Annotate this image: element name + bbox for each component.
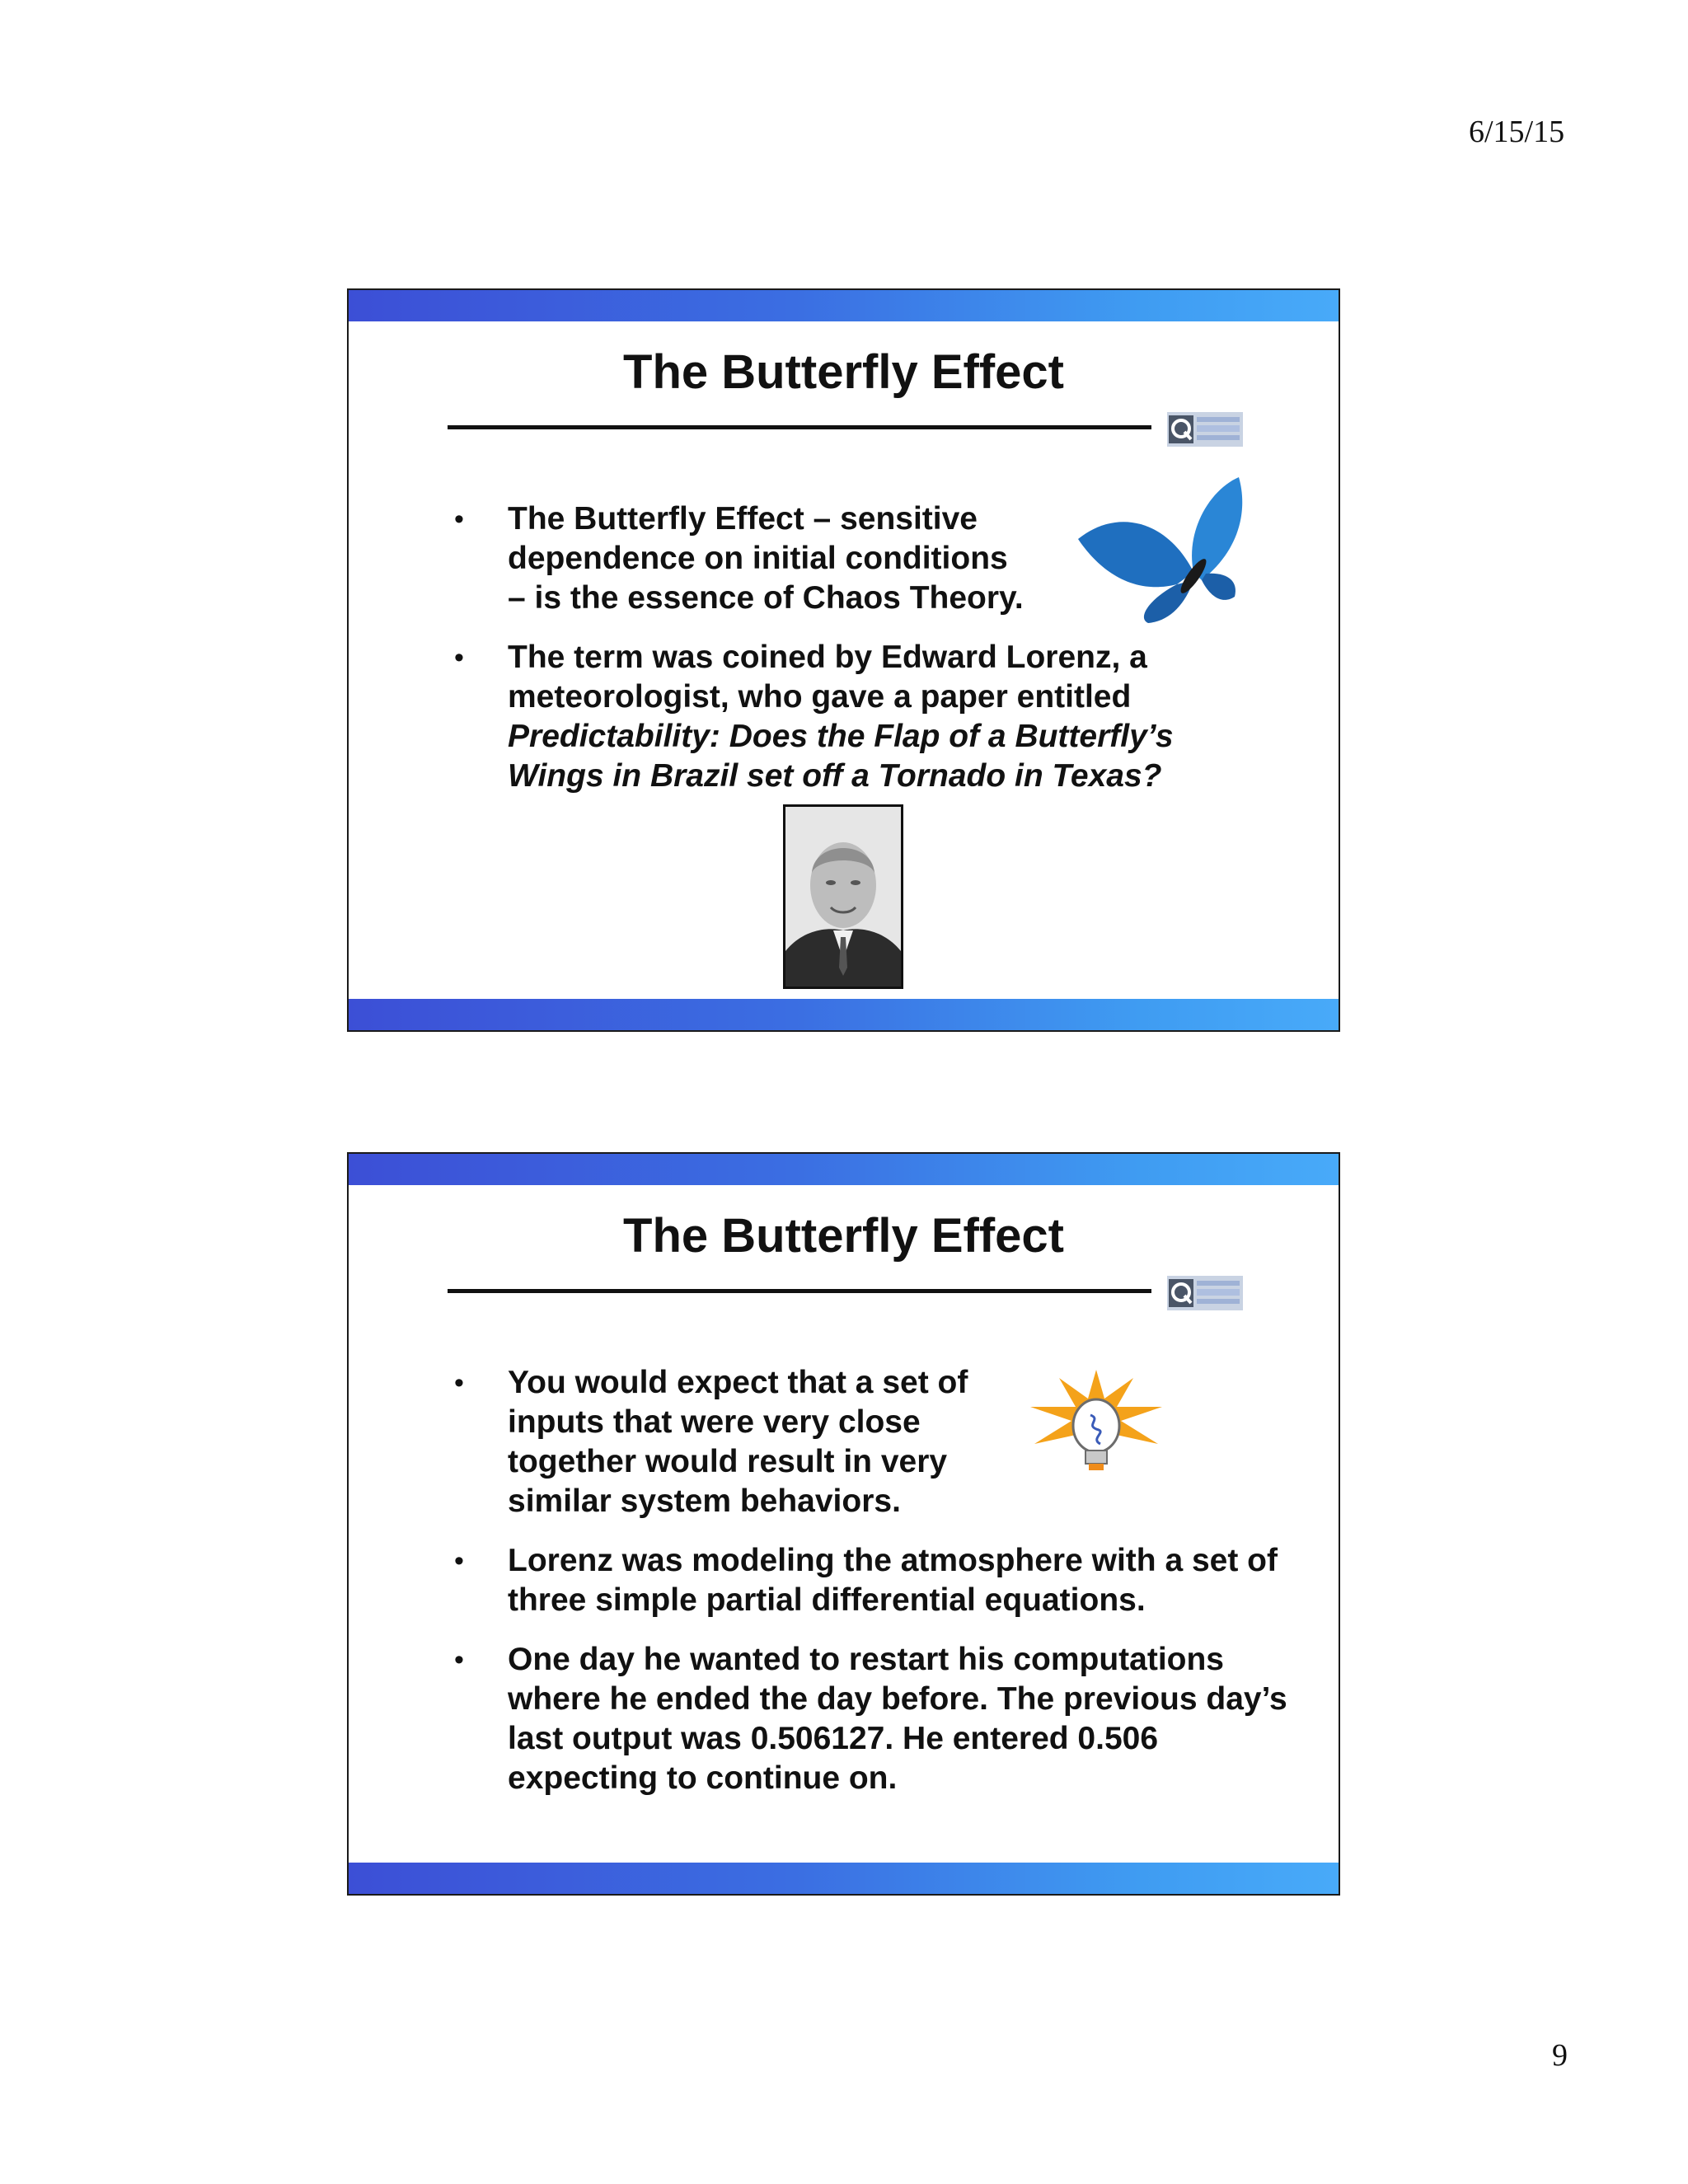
bullet-line: The Butterfly Effect – sensitive (508, 501, 978, 537)
slide-bottom-band (349, 999, 1339, 1030)
bullet-line: dependence on initial conditions (508, 541, 1008, 576)
bullet-dot: • (454, 1367, 464, 1399)
title-divider (448, 425, 1151, 429)
bullet-text: One day he wanted to restart his computations where he ended the day before. The previous day’s last output was 0.506127. He entered 0.506 expecting to continue on. (508, 1642, 1287, 1796)
slide-title: The Butterfly Effect (623, 1209, 1064, 1263)
paper-title: Predictability: Does the Flap of a Butterfly’s Wings in Brazil set off a Tornado in Texas? (508, 719, 1174, 794)
bullet-line: – is the essence of Chaos Theory. (508, 580, 1024, 616)
bullet-item (448, 1541, 1288, 1620)
sqe-logo-icon (1167, 1276, 1243, 1310)
slide-1 (347, 288, 1340, 1032)
bullet-dot: • (454, 1644, 464, 1675)
bullet-item (448, 1640, 1288, 1798)
slide-bottom-band (349, 1863, 1339, 1894)
slide-top-band (349, 1154, 1339, 1185)
page-date: 6/15/15 (1469, 115, 1565, 149)
lightbulb-icon (1026, 1370, 1166, 1493)
bullet-item (448, 638, 1264, 796)
sqe-logo-icon (1167, 412, 1243, 447)
slide-2 (347, 1152, 1340, 1896)
slide-top-band (349, 290, 1339, 321)
bullet-dot: • (454, 504, 464, 535)
butterfly-icon (1070, 473, 1251, 626)
page-number: 9 (1552, 2038, 1568, 2073)
bullet-text: You would expect that a set of inputs that were very close together would result in very similar system behaviors. (508, 1365, 968, 1519)
bullet-dot: • (454, 642, 464, 673)
portrait-illustration (785, 807, 901, 987)
bullet-dot: • (454, 1545, 464, 1577)
title-divider (448, 1289, 1151, 1293)
lorenz-portrait (783, 804, 903, 989)
bullet-text: Lorenz was modeling the atmosphere with a set of three simple partial differential equations. (508, 1543, 1278, 1618)
bullet-text: The term was coined by Edward Lorenz, a meteorologist, who gave a paper entitled (508, 640, 1147, 715)
slide-title: The Butterfly Effect (623, 345, 1064, 399)
